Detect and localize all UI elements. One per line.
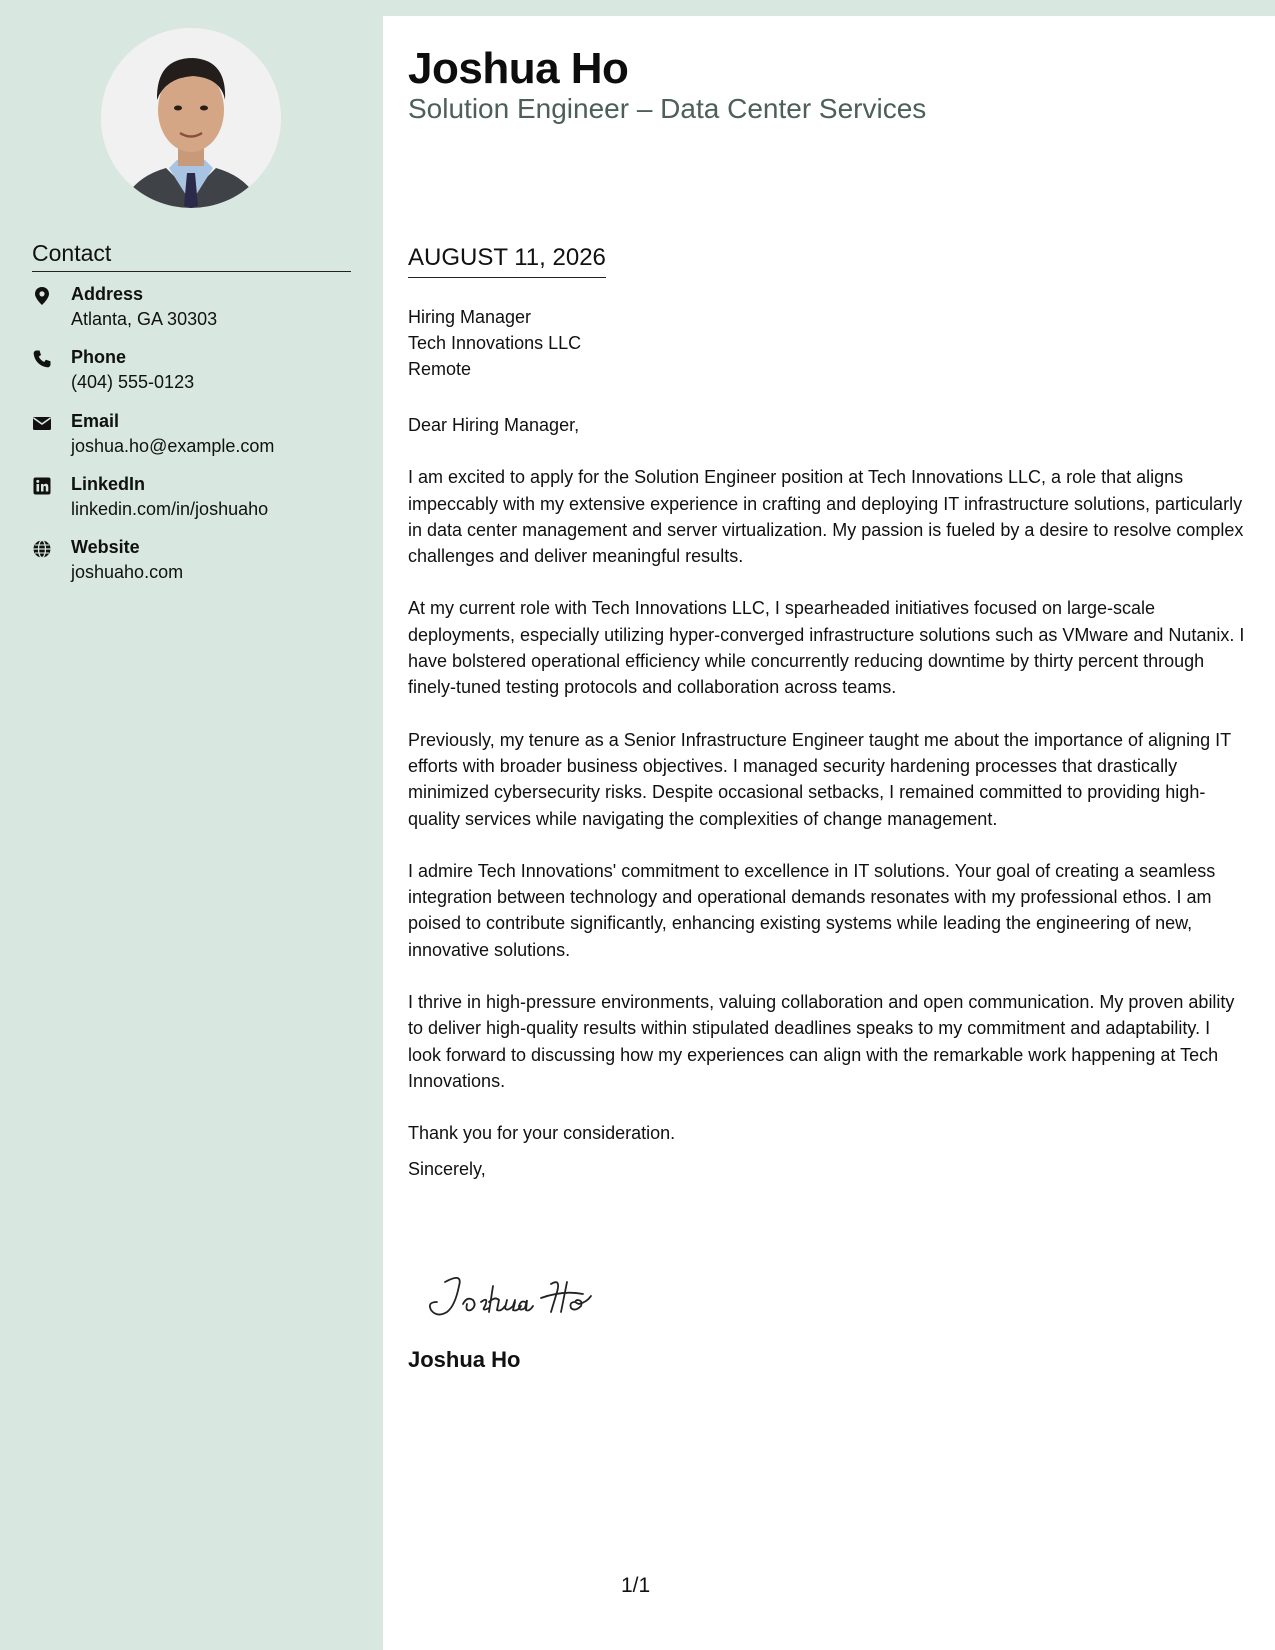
contact-value: joshuaho.com	[71, 562, 184, 583]
contact-value: Atlanta, GA 30303	[71, 309, 218, 329]
recipient-line: Tech Innovations LLC	[408, 333, 582, 353]
contact-label: Phone	[71, 347, 127, 368]
applicant-name: Joshua Ho	[408, 44, 629, 93]
contact-label: LinkedIn	[71, 473, 146, 494]
paragraph: I thrive in high-pressure environments, valuing collaboration and open communication. My proven ability to deliver high-quality results within stipulated deadlines speaks to my commitment and adaptability. I look forward to discussing how my experiences can align with the remarkable work happening at Tech Innovations.	[408, 992, 1235, 1091]
contact-item-website	[32, 537, 362, 600]
linkedin-icon	[32, 476, 52, 496]
contact-label: Email	[71, 410, 120, 431]
profile-photo	[101, 28, 281, 208]
job-title: Solution Engineer – Data Center Services	[408, 93, 927, 124]
contact-list	[32, 284, 362, 600]
contact-label: Address	[71, 284, 144, 304]
contact-section-title: Contact	[32, 240, 351, 272]
greeting: Dear Hiring Manager,	[408, 415, 580, 435]
recipient-line: Remote	[408, 359, 472, 379]
contact-item-email	[32, 411, 362, 474]
sidebar	[0, 0, 383, 1650]
contact-item-linkedin	[32, 474, 362, 537]
page-number: 1/1	[621, 1574, 651, 1597]
paragraph: Previously, my tenure as a Senior Infrastructure Engineer taught me about the importance of aligning IT efforts with broader business objectives. I managed security hardening processes that drastically minimized cybersecurity risks. Despite occasional setbacks, I remained committed to providing high-quality services while navigating the complexities of change management.	[408, 729, 1231, 829]
contact-value: (404) 555-0123	[71, 372, 195, 393]
letter-content	[408, 412, 1248, 1173]
paragraph: I am excited to apply for the Solution Engineer position at Tech Innovations LLC, a role that aligns impeccably with my extensive experience in crafting and deploying IT infrastructure solutions, particularly in data center management and server virtualization. My passion is fueled by a desire to resolve complex challenges and deliver meaningful results.	[408, 467, 1244, 567]
letter-date: AUGUST 11, 2026	[408, 244, 606, 278]
phone-icon	[32, 349, 52, 369]
paragraph: Thank you for your consideration.	[408, 1123, 676, 1144]
recipient-block	[408, 304, 581, 382]
map-pin-icon	[32, 286, 52, 306]
closing: Sincerely,	[408, 1159, 486, 1179]
letter-body	[383, 16, 1275, 1650]
contact-item-address	[32, 284, 362, 347]
envelope-icon	[32, 413, 52, 433]
contact-item-phone	[32, 347, 362, 410]
recipient-line: Hiring Manager	[408, 307, 532, 327]
contact-value: linkedin.com/in/joshuaho	[71, 498, 269, 519]
contact-value: joshua.ho@example.com	[71, 435, 275, 456]
paragraph: At my current role with Tech Innovations LLC, I spearheaded initiatives focused on large-scale deployments, especially utilizing hyper-converged infrastructure solutions such as VMware and Nutanix. I have bolstered operational efficiency while concurrently reducing downtime by thirty percent through finely-tuned testing protocols and collaboration across teams.	[408, 598, 1245, 698]
globe-icon	[32, 539, 52, 559]
signoff-name: Joshua Ho	[408, 1347, 521, 1372]
paragraph: I admire Tech Innovations' commitment to excellence in IT solutions. Your goal of creating a seamless integration between technology and operational demands resonates with my professional ethos. I am poised to contribute significantly, enhancing existing systems while leading the engineering of new, innovative solutions.	[408, 860, 1216, 960]
handwritten-signature	[423, 1268, 623, 1328]
contact-label: Website	[71, 537, 140, 558]
